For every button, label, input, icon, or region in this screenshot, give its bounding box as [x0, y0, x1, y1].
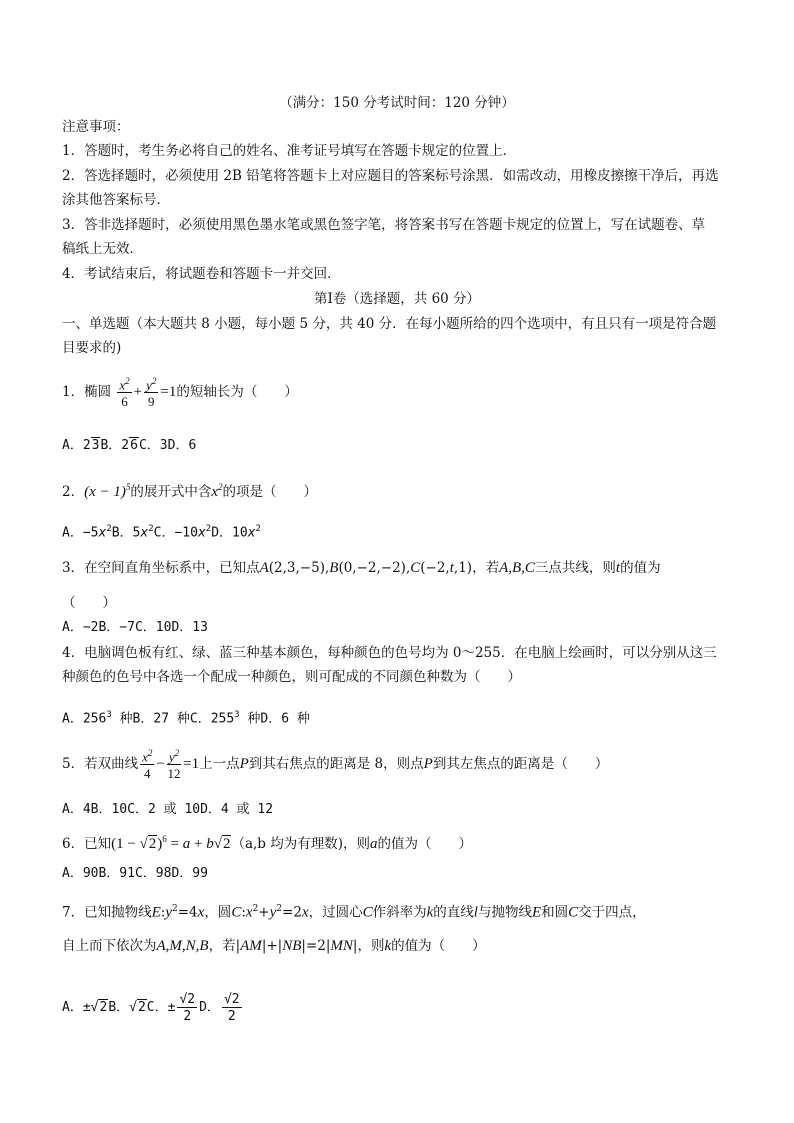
q7-mid5: 与抛物线 [477, 904, 532, 921]
q5-mid: 上一点 [199, 756, 240, 772]
q7-l2-tail: 的值为（ ） [391, 938, 486, 954]
q3-tail: 的值为 [620, 560, 661, 576]
q3-mid: ，若 [472, 560, 500, 576]
q1-prefix: 1．椭圆 [62, 384, 112, 400]
q7-mid6: 和圆 [541, 904, 569, 921]
question-2: 2．$(x - 1)^5$的展开式中含$x^2$的项是（ ） [62, 482, 318, 500]
q7-mid: ，圆 [204, 904, 232, 921]
notice-item-1: 1．答题时，考生务必将自己的姓名、准考证号填写在答题卡规定的位置上． [62, 143, 517, 159]
q1-frac-y: $\frac{y^2}{9}$ [146, 375, 157, 410]
q5-frac-x: $\frac{x^2}{4}$ [142, 747, 153, 782]
q2-options: A．$-5x^2B$．$5x^2C$．$-10x^2D$．$10x^2$ [62, 524, 261, 541]
q5-tail: 到其左焦点的距离是（ ） [432, 756, 609, 772]
question-7-line-1: 7．已知抛物线$E:y^2=4x$，圆$C:x^2+y^2=2x$，过圆心C作斜率为k的直线l与抛物线E和圆C交于四点， [62, 904, 646, 921]
exam-time-info: （满分：150 分考试时间：120 分钟） [279, 95, 515, 111]
q5-frac-y: $\frac{y^2}{12}$ [167, 747, 181, 782]
notice-item-2a: 2．答选择题时，必须使用 2B 铅笔将答题卡上对应题目的答案标号涂黑．如需改动，用橡皮擦擦干净后，再选 [62, 168, 719, 184]
question-3-line-2: （ ） [62, 595, 116, 611]
q7-mid2: ，过圆心 [308, 904, 363, 921]
q1-frac-x: $\frac{x^2}{6}$ [119, 375, 130, 410]
q6-prefix: 6．已知 [62, 836, 112, 852]
question-6: 6．已知$(1 - √2)^6 = a + b√2(a,b$ 均为有理数)，则a的值为（ ） [62, 834, 472, 852]
notice-item-3a: 3．答非选择题时，必须使用黑色墨水笔或黑色签字笔，将答案书写在答题卡规定的位置上，写在试题卷、草 [62, 217, 706, 233]
notice-title: 注意事项： [62, 119, 130, 135]
q6-paren: （a,b 均为有理数)，则 [231, 836, 370, 852]
question-7-line-2: 自上而下依次为A,M,N,B，若|AM|+|NB|=2|MN|，则k的值为（ ） [62, 938, 486, 954]
question-3-line-1: 3．在空间直角坐标系中，已知点A(2,3,−5),B(0,−2,−2),C(−2,t,1)，若A,B,C三点共线，则t的值为 [62, 560, 661, 576]
section-intro-2: 目要求的) [62, 340, 122, 356]
notice-item-4: 4．考试结束后，将试题卷和答题卡一并交回． [62, 266, 341, 282]
q7-mid4: 的直线 [433, 904, 474, 921]
q7-start: 7．已知抛物线 [62, 904, 152, 921]
q7-l2-end: ，则 [357, 938, 385, 954]
q5-prefix: 5．若双曲线 [62, 756, 139, 772]
q7-mid3: 作斜率为 [372, 904, 427, 921]
q5-mid2: 到其右焦点的距离是 8，则点 [248, 756, 424, 772]
q3-start: 3．在空间直角坐标系中，已知点 [62, 560, 260, 576]
q3-options: A．−2B．−7C．10D．13 [62, 620, 208, 635]
q7-end: 交于四点， [578, 904, 646, 921]
notice-item-3b: 稿纸上无效． [62, 241, 143, 257]
section-title: 第Ⅰ卷（选择题，共 60 分） [313, 291, 481, 307]
notice-item-2b: 涂其他答案标号． [62, 192, 170, 208]
question-1: 1．椭圆 $\frac{x^2}{6}$ + $\frac{y^2}{9}$ =1的短轴长为（ ） [62, 375, 298, 410]
q2-stem-end: 的项是（ ） [222, 484, 318, 500]
question-4-line-1: 4．电脑调色板有红、绿、蓝三种基本颜色，每种颜色的色号均为 0～255．在电脑上绘画时，可以分别从这三 [62, 645, 717, 661]
q7-l2-mid: ，若 [208, 938, 236, 954]
q6-tail: 的值为（ ） [377, 836, 472, 852]
q1-suffix: 的短轴长为（ ） [176, 384, 298, 400]
q3-end: 三点共线，则 [534, 560, 616, 576]
section-intro-1: 一、单选题（本大题共 8 小题，每小题 5 分，共 40 分．在每小题所给的四个选项中，有且只有一项是符合题 [62, 316, 717, 332]
q6-options: A．90B．91C．98D．99 [62, 866, 208, 881]
q2-stem: 的展开式中含 [130, 484, 212, 500]
question-5: 5．若双曲线 $\frac{x^2}{4}$ − $\frac{y^2}{12}$ =1上一点P到其右焦点的距离是 8，则点P到其左焦点的距离是（ ） [62, 747, 609, 782]
q1-options: A．23B．26C．3D．6 [62, 438, 197, 453]
question-4-line-2: 种颜色的色号中各选一个配成一种颜色，则可配成的不同颜色种数为（ ） [62, 669, 521, 685]
q5-options: A．4B．10C．2 或 10D．4 或 12 [62, 802, 274, 817]
q7-l2-start: 自上而下依次为 [62, 938, 157, 954]
q7-options: A．±√2B．√2C．± $\frac{√2}{2}$ D． $\frac{√2}{2}$ [62, 991, 240, 1024]
q4-options: A．$256^3$ 种B．27 种C．$255^3$ 种D．6 种 [62, 710, 310, 727]
